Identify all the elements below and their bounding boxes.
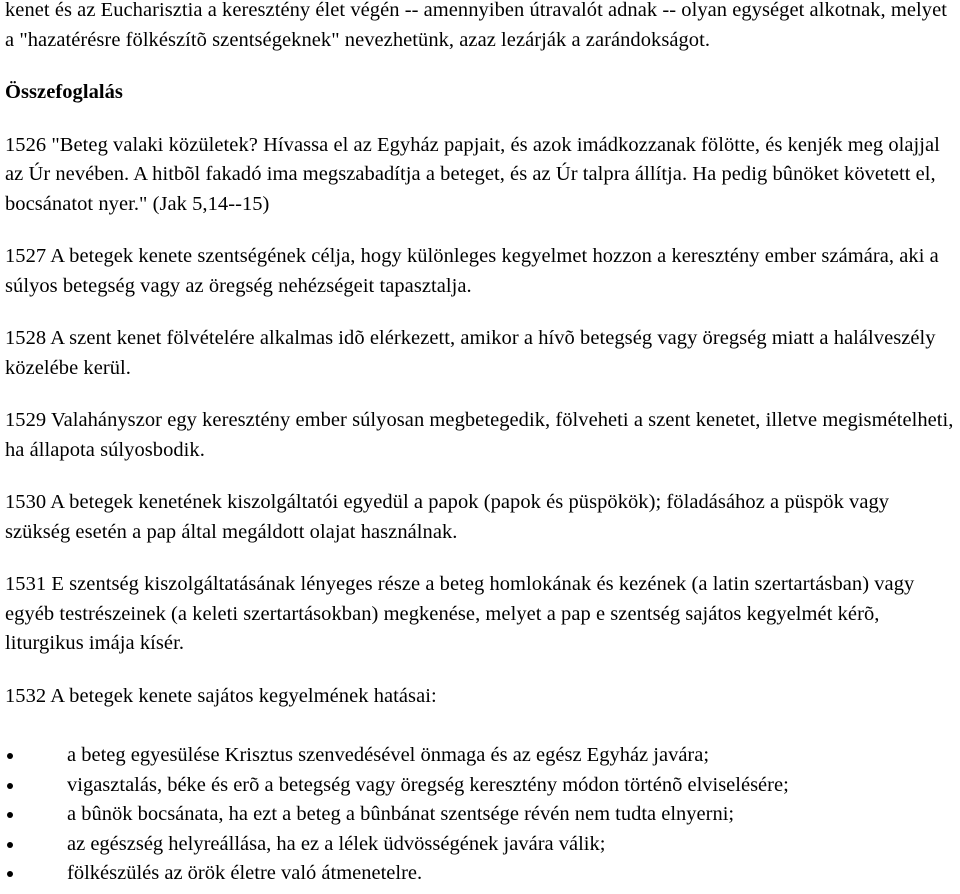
paragraph-text: E szentség kiszolgáltatásának lényeges része a beteg homlokának és kezének (a latin szertartásban) vagy egyéb testrészeinek (a keleti szertartásokban) megkenése, melyet a pap e szentség sajátos kegyelmét kérõ, liturgikus imája kísér.: [5, 573, 915, 654]
paragraph-1529: [5, 406, 957, 465]
list-item-text: fölkészülés az örök életre való átmenetelre.: [67, 862, 423, 884]
bullet-icon: [7, 753, 13, 759]
list-item: [5, 830, 957, 860]
list-item: [5, 771, 957, 801]
bullet-icon: [7, 783, 13, 789]
paragraph-number: 1531: [5, 573, 47, 595]
paragraph-1530: [5, 488, 957, 547]
paragraph-text: A betegek kenetének kiszolgáltatói egyedül a papok (papok és püspökök); föladásához a püspök vagy szükség esetén a pap által megáldott olajat használnak.: [5, 491, 890, 543]
paragraph-text: A betegek kenete szentségének célja, hogy különleges kegyelmet hozzon a keresztény ember számára, aki a súlyos betegség vagy az öregség nehézségeit tapasztalja.: [5, 245, 939, 297]
paragraph-1528: [5, 324, 957, 383]
document-page: [5, 0, 957, 889]
paragraph-1526: [5, 131, 957, 220]
paragraph-1527: [5, 242, 957, 301]
paragraph-1531: [5, 570, 957, 659]
list-item: [5, 800, 957, 830]
list-item: [5, 741, 957, 771]
paragraph-number: 1528: [5, 327, 47, 349]
bullet-icon: [7, 842, 13, 848]
paragraph-number: 1527: [5, 245, 47, 267]
bullet-icon: [7, 871, 13, 877]
intro-paragraph: kenet és az Eucharisztia a keresztény élet végén -- amennyiben útravalót adnak -- olyan egységet alkotnak, melyet a "hazatérésre fölkészítõ szentségeknek" nevezhetünk, azaz lezárják a zarándokságot.: [5, 0, 947, 51]
list-item: [5, 859, 957, 889]
list-item-text: az egészség helyreállása, ha ez a lélek üdvösségének javára válik;: [67, 832, 606, 855]
section-heading: Összefoglalás: [5, 81, 123, 103]
effects-list: [5, 741, 957, 889]
bullet-icon: [7, 812, 13, 818]
paragraph-number: 1526: [5, 133, 47, 156]
paragraph-text: A szent kenet fölvételére alkalmas idõ elérkezett, amikor a hívõ betegség vagy öregség miatt a halálveszély közelébe kerül.: [5, 327, 936, 379]
paragraph-number: 1529: [5, 409, 47, 431]
list-item-text: vigasztalás, béke és erõ a betegség vagy öregség keresztény módon történõ elviselésére;: [67, 773, 789, 796]
paragraph-number: 1530: [5, 491, 47, 513]
paragraph-text: "Beteg valaki közületek? Hívassa el az Egyház papjait, és azok imádkozzanak fölötte, és kenjék meg olajjal az Úr nevében. A hitbõl fakadó ima megszabadítja a beteget, és az Úr talpra állítja. Ha pedig bûnöket követett el, bocsánatot nyer." (Jak 5,14--15): [5, 133, 940, 215]
paragraph-number: 1532: [5, 684, 47, 707]
list-item-text: a bûnök bocsánata, ha ezt a beteg a bûnbánat szentsége révén nem tudta elnyerni;: [67, 803, 735, 825]
paragraph-1532: [5, 682, 957, 712]
paragraph-text: Valahányszor egy keresztény ember súlyosan megbetegedik, fölveheti a szent kenetet, illetve megismételheti, ha állapota súlyosbodik.: [5, 409, 954, 461]
list-item-text: a beteg egyesülése Krisztus szenvedésével önmaga és az egész Egyház javára;: [67, 744, 710, 766]
paragraph-text: A betegek kenete sajátos kegyelmének hatásai:: [46, 684, 437, 707]
